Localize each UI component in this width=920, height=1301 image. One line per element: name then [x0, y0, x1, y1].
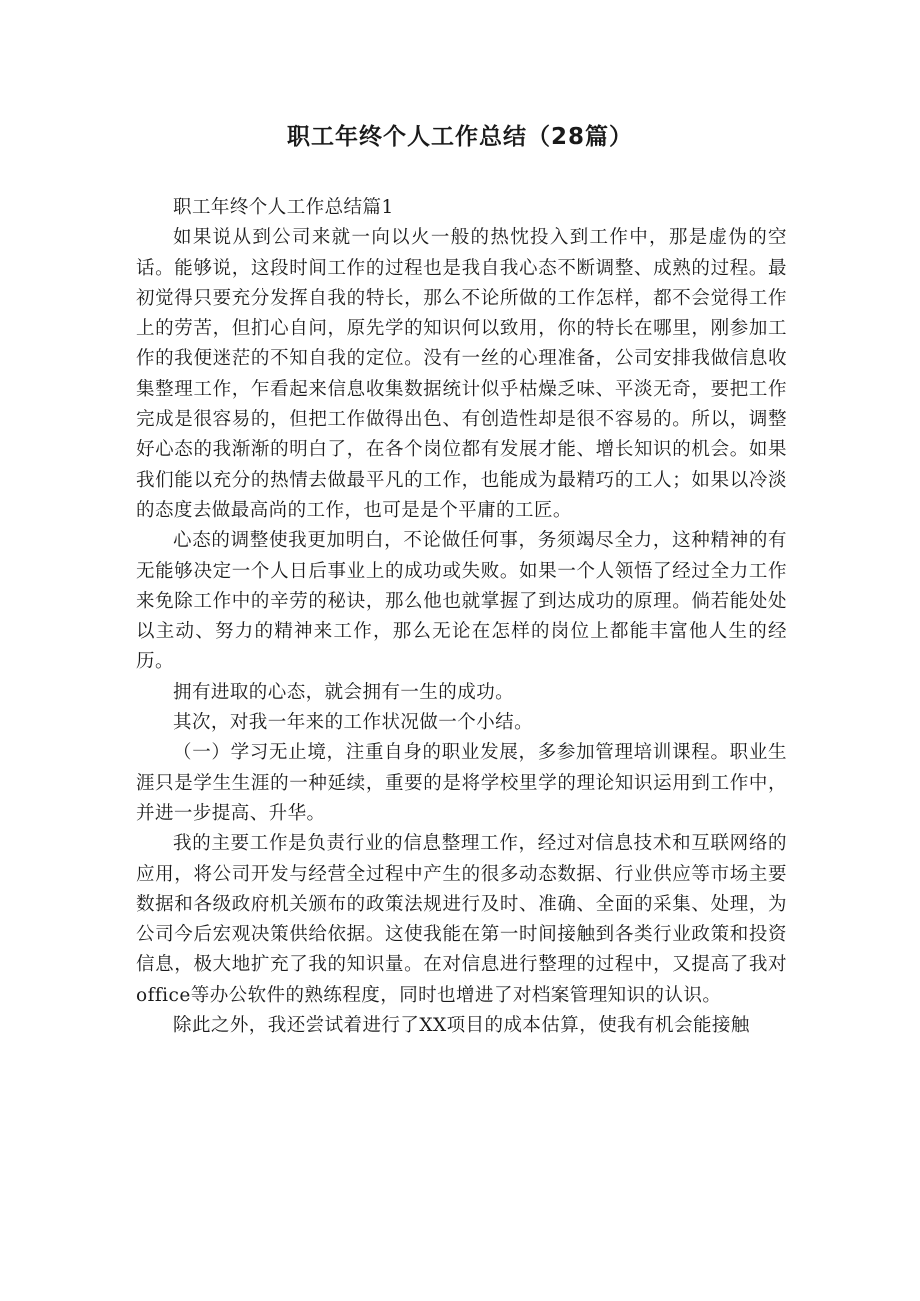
- paragraph: 如果说从到公司来就一向以火一般的热忱投入到工作中，那是虚伪的空话。能够说，这段时间工作的过程也是我自我心态不断调整、成熟的过程。最初觉得只要充分发挥自我的特长，那么不论所做的工作怎样，都不会觉得工作上的劳苦，但扪心自问，原先学的知识何以致用，你的特长在哪里，刚参加工作的我便迷茫的不知自我的定位。没有一丝的心理准备，公司安排我做信息收集整理工作，乍看起来信息收集数据统计似乎枯燥乏味、平淡无奇，要把工作完成是很容易的，但把工作做得出色、有创造性却是很不容易的。所以，调整好心态的我渐渐的明白了，在各个岗位都有发展才能、增长知识的机会。如果我们能以充分的热情去做最平凡的工作，也能成为最精巧的工人；如果以冷淡的态度去做最高尚的工作，也可是是个平庸的工匠。: [136, 227, 787, 521]
- paragraph: 我的主要工作是负责行业的信息整理工作，经过对信息技术和互联网络的应用，将公司开发与经营全过程中产生的很多动态数据、行业供应等市场主要数据和各级政府机关颁布的政策法规进行及时、准确、全面的采集、处理，为公司今后宏观决策供给依据。这使我能在第一时间接触到各类行业政策和投资信息，极大地扩充了我的知识量。在对信息进行整理的过程中，又提高了我对office等办公软件的熟练程度，同时也增进了对档案管理知识的认识。: [136, 833, 787, 1006]
- document-body: [136, 193, 787, 1041]
- paragraph: （一）学习无止境，注重自身的职业发展，多参加管理培训课程。职业生涯只是学生生涯的一种延续，重要的是将学校里学的理论知识运用到工作中，并进一步提高、升华。: [136, 742, 787, 824]
- paragraph: 心态的调整使我更加明白，不论做任何事，务须竭尽全力，这种精神的有无能够决定一个人日后事业上的成功或失败。如果一个人领悟了经过全力工作来免除工作中的辛劳的秘诀，那么他也就掌握了到达成功的原理。倘若能处处以主动、努力的精神来工作，那么无论在怎样的岗位上都能丰富他人生的经历。: [136, 530, 787, 673]
- paragraph: 拥有进取的心态，就会拥有一生的成功。: [173, 681, 515, 703]
- section-heading: 职工年终个人工作总结篇1: [173, 197, 394, 218]
- paragraph: 其次，对我一年来的工作状况做一个小结。: [173, 712, 534, 734]
- paragraph: 除此之外，我还尝试着进行了XX项目的成本估算，使我有机会能接触: [173, 1015, 750, 1037]
- document-title: 职工年终个人工作总结（28篇）: [286, 124, 633, 150]
